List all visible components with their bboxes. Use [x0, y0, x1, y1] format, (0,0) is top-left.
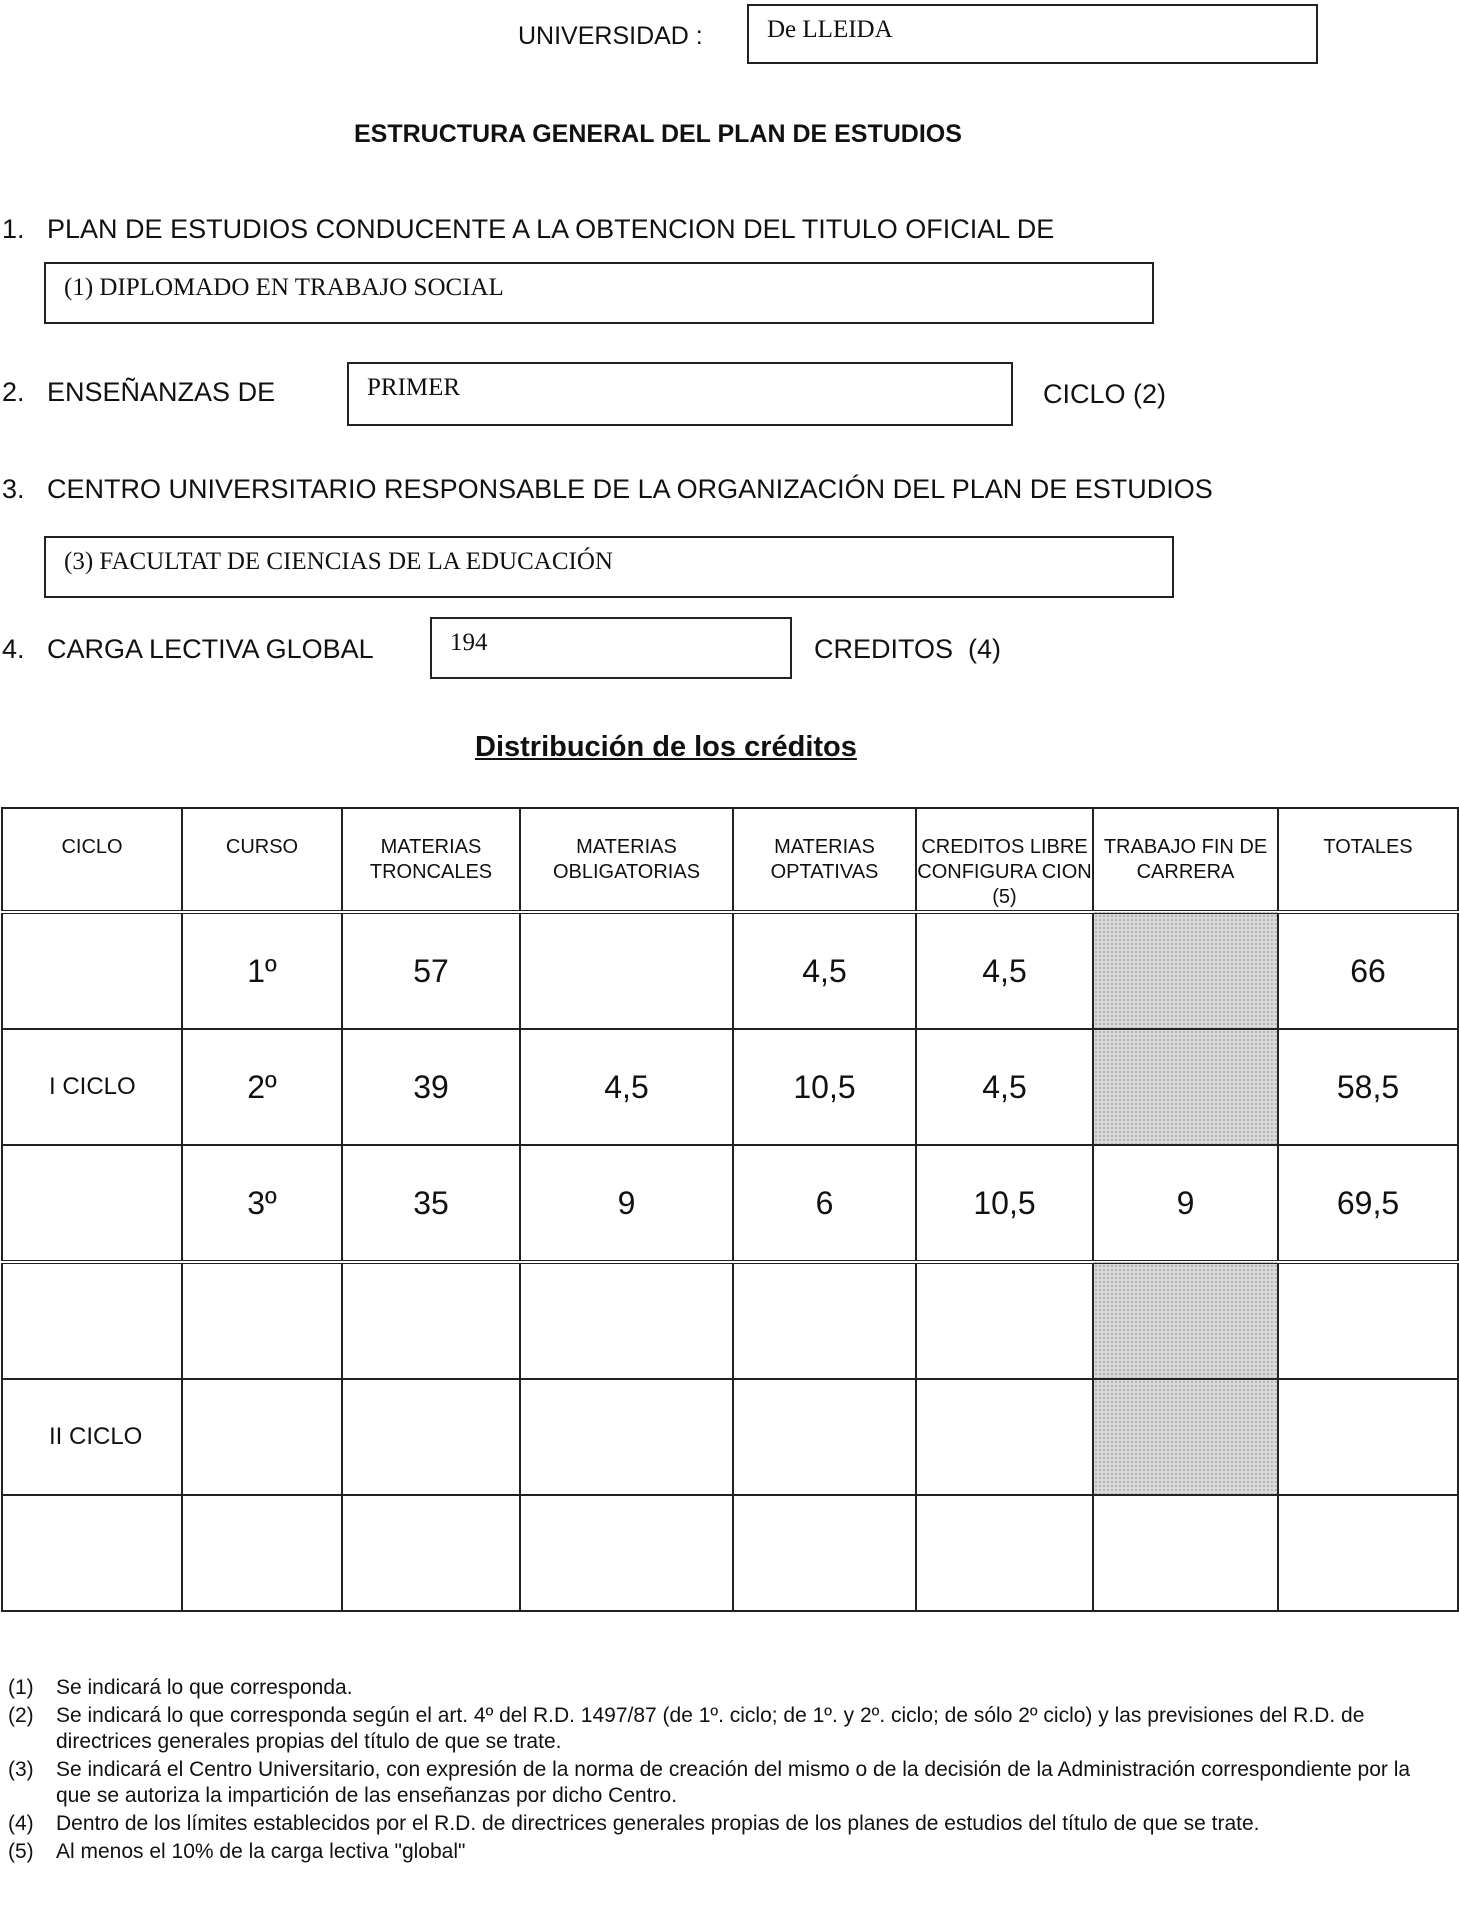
- header-totales: TOTALES: [1278, 808, 1458, 912]
- footnote-text: Se indicará lo que corresponda.: [56, 1676, 353, 1699]
- item2-label: 2. ENSEÑANZAS DE: [2, 377, 276, 407]
- page-title: ESTRUCTURA GENERAL DEL PLAN DE ESTUDIOS: [354, 120, 962, 148]
- titulo-field[interactable]: [44, 262, 1154, 324]
- footnote-number: (4): [8, 1812, 34, 1835]
- cell-curso: 2º: [182, 1029, 342, 1145]
- centro-value: (3) FACULTAT DE CIENCIAS DE LA EDUCACIÓN: [64, 548, 613, 575]
- item4-label: 4. CARGA LECTIVA GLOBAL: [2, 634, 374, 664]
- cell-curso: [182, 1379, 342, 1495]
- footnote-number: (1): [8, 1676, 34, 1699]
- cell-curso: 1º: [182, 912, 342, 1029]
- footnote: [8, 1703, 1448, 1755]
- cell-libre-configuracion: 4,5: [916, 1029, 1093, 1145]
- table-row: [2, 1379, 1458, 1495]
- header-optativas: MATERIAS OPTATIVAS: [733, 808, 916, 912]
- cell-optativas: 4,5: [733, 912, 916, 1029]
- cell-libre-configuracion: 4,5: [916, 912, 1093, 1029]
- cell-curso: [182, 1262, 342, 1379]
- cell-trabajo-fin: [1093, 1262, 1278, 1379]
- cell-libre-configuracion: [916, 1262, 1093, 1379]
- cell-optativas: [733, 1379, 916, 1495]
- cell-troncales: [342, 1379, 520, 1495]
- table-row: [2, 1145, 1458, 1262]
- table-header-row: [2, 808, 1458, 912]
- footnote-number: (5): [8, 1840, 34, 1863]
- cell-totales: 69,5: [1278, 1145, 1458, 1262]
- distribution-title: Distribución de los créditos: [475, 731, 857, 763]
- cell-libre-configuracion: 10,5: [916, 1145, 1093, 1262]
- cell-optativas: [733, 1262, 916, 1379]
- cell-troncales: [342, 1262, 520, 1379]
- footnote: [8, 1675, 1448, 1701]
- cell-curso: [182, 1495, 342, 1611]
- cell-trabajo-fin: [1093, 1379, 1278, 1495]
- cell-troncales: 39: [342, 1029, 520, 1145]
- ensenanzas-field[interactable]: [347, 362, 1013, 426]
- cell-obligatorias: [520, 912, 733, 1029]
- cell-ciclo: [2, 1495, 182, 1611]
- cell-totales: 58,5: [1278, 1029, 1458, 1145]
- cell-ciclo: [2, 1145, 182, 1262]
- cell-obligatorias: [520, 1379, 733, 1495]
- cell-libre-configuracion: [916, 1495, 1093, 1611]
- universidad-value: De LLEIDA: [767, 16, 893, 43]
- header-libre-configuracion: CREDITOS LIBRE CONFIGURA CION (5): [916, 808, 1093, 912]
- cell-optativas: 10,5: [733, 1029, 916, 1145]
- cell-totales: [1278, 1495, 1458, 1611]
- cell-trabajo-fin: [1093, 1029, 1278, 1145]
- cell-trabajo-fin: 9: [1093, 1145, 1278, 1262]
- table-row: [2, 912, 1458, 1029]
- header-ciclo: CICLO: [2, 808, 182, 912]
- titulo-value: (1) DIPLOMADO EN TRABAJO SOCIAL: [64, 274, 504, 301]
- footnotes: [8, 1675, 1448, 1867]
- header-trabajo-fin: TRABAJO FIN DE CARRERA: [1093, 808, 1278, 912]
- footnote: [8, 1757, 1448, 1809]
- header-obligatorias: MATERIAS OBLIGATORIAS: [520, 808, 733, 912]
- cell-obligatorias: 9: [520, 1145, 733, 1262]
- cell-totales: 66: [1278, 912, 1458, 1029]
- carga-field[interactable]: [430, 617, 792, 679]
- cell-ciclo: II CICLO: [2, 1379, 182, 1495]
- cell-optativas: 6: [733, 1145, 916, 1262]
- item1-label: 1. PLAN DE ESTUDIOS CONDUCENTE A LA OBTENCION DEL TITULO OFICIAL DE: [2, 214, 1055, 244]
- cell-trabajo-fin: [1093, 1495, 1278, 1611]
- header-troncales: MATERIAS TRONCALES: [342, 808, 520, 912]
- cell-obligatorias: [520, 1495, 733, 1611]
- item4-suffix: CREDITOS (4): [814, 634, 1002, 664]
- header-curso: CURSO: [182, 808, 342, 912]
- footnote: [8, 1839, 1448, 1865]
- cell-totales: [1278, 1379, 1458, 1495]
- cell-ciclo: I CICLO: [2, 1029, 182, 1145]
- cell-totales: [1278, 1262, 1458, 1379]
- table-row: [2, 1495, 1458, 1611]
- footnote: [8, 1811, 1448, 1837]
- universidad-field[interactable]: [747, 4, 1318, 64]
- cell-trabajo-fin: [1093, 912, 1278, 1029]
- footnote-text: Se indicará lo que corresponda según el art. 4º del R.D. 1497/87 (de 1º. ciclo; de 1º. y 2º. ciclo; de sólo 2º ciclo) y las previsiones del R.D. de directrices generales propias del título de que se trate.: [56, 1704, 1365, 1753]
- cell-troncales: 57: [342, 912, 520, 1029]
- centro-field[interactable]: [44, 536, 1174, 598]
- carga-value: 194: [450, 629, 488, 656]
- cell-curso: 3º: [182, 1145, 342, 1262]
- footnote-number: (2): [8, 1704, 34, 1727]
- credits-table: [1, 807, 1459, 1612]
- cell-ciclo: [2, 912, 182, 1029]
- cell-libre-configuracion: [916, 1379, 1093, 1495]
- cell-troncales: 35: [342, 1145, 520, 1262]
- universidad-label: UNIVERSIDAD :: [518, 22, 703, 50]
- cell-ciclo: [2, 1262, 182, 1379]
- cell-obligatorias: 4,5: [520, 1029, 733, 1145]
- cell-optativas: [733, 1495, 916, 1611]
- table-row: [2, 1029, 1458, 1145]
- footnote-text: Dentro de los límites establecidos por el R.D. de directrices generales propias de los planes de estudios del título de que se trate.: [56, 1812, 1260, 1835]
- cell-obligatorias: [520, 1262, 733, 1379]
- item2-suffix: CICLO (2): [1043, 379, 1167, 409]
- table-row: [2, 1262, 1458, 1379]
- footnote-number: (3): [8, 1758, 34, 1781]
- ensenanzas-value: PRIMER: [367, 374, 461, 401]
- cell-troncales: [342, 1495, 520, 1611]
- footnote-text: Al menos el 10% de la carga lectiva "global": [56, 1840, 466, 1863]
- item3-label: 3. CENTRO UNIVERSITARIO RESPONSABLE DE LA ORGANIZACIÓN DEL PLAN DE ESTUDIOS: [2, 474, 1213, 504]
- footnote-text: Se indicará el Centro Universitario, con expresión de la norma de creación del mismo o de la decisión de la Administración correspondiente por la que se autoriza la impartición de las enseñanzas por dicho Centro.: [56, 1758, 1411, 1807]
